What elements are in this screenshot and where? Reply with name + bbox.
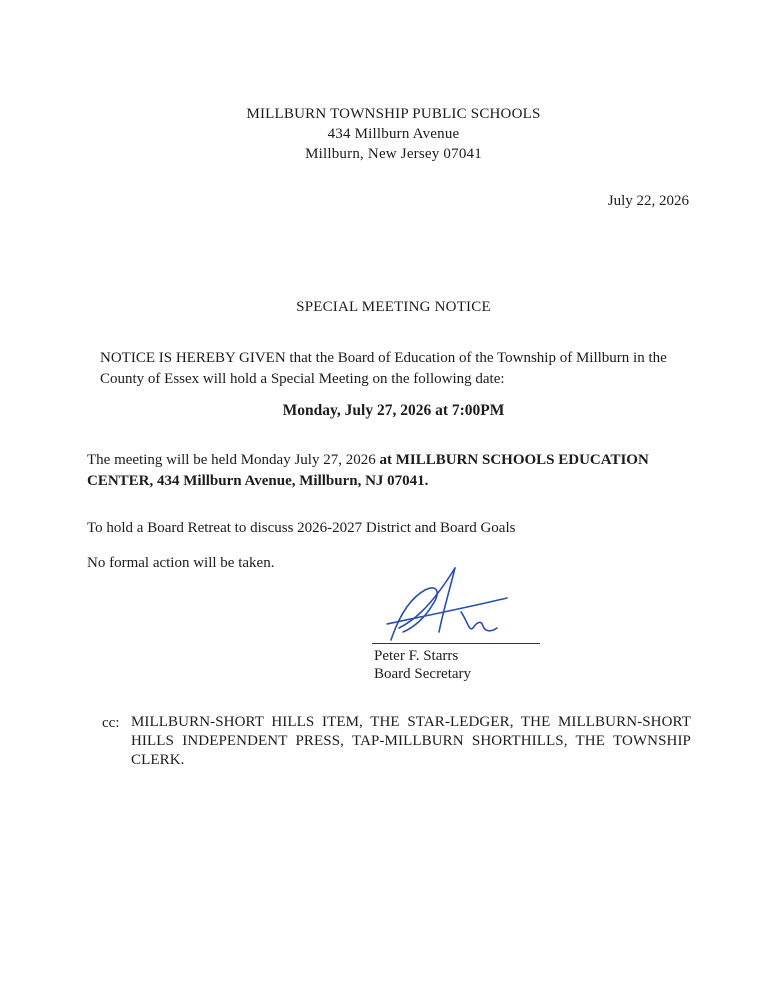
organization-city: Millburn, New Jersey 07041: [305, 146, 482, 162]
notice-paragraph: NOTICE IS HEREBY GIVEN that the Board of Education of the Township of Millburn in the County of Essex will hold a Special Meeting on the following date:: [100, 350, 667, 387]
cc-label: cc:: [102, 715, 120, 731]
organization-name: MILLBURN TOWNSHIP PUBLIC SCHOOLS: [246, 106, 541, 122]
location-place: at MILLBURN SCHOOLS EDUCATION CENTER, 434 Millburn Avenue, Millburn, NJ 07041.: [87, 452, 649, 489]
location-paragraph: [87, 450, 697, 492]
signature-stroke: [391, 588, 437, 640]
cc-recipients: MILLBURN-SHORT HILLS ITEM, THE STAR-LEDGER, THE MILLBURN-SHORT HILLS INDEPENDENT PRESS, TAP-MILLBURN SHORTHILLS, THE TOWNSHIP CLERK.: [131, 714, 691, 768]
signature-stroke: [461, 612, 497, 631]
signer-title: Board Secretary: [374, 666, 472, 682]
no-action-text: No formal action will be taken.: [87, 555, 275, 571]
letterhead: [0, 104, 773, 164]
organization-street: 434 Millburn Avenue: [327, 126, 460, 142]
location-intro: The meeting will be held Monday July 27, 2026: [87, 452, 380, 468]
purpose-text: To hold a Board Retreat to discuss 2026-2027 District and Board Goals: [87, 520, 516, 536]
meeting-datetime: Monday, July 27, 2026 at 7:00PM: [282, 402, 505, 419]
signature-line: [372, 643, 540, 644]
signer-name: Peter F. Starrs: [374, 648, 459, 664]
letter-date: July 22, 2026: [607, 193, 689, 209]
handwritten-signature: [385, 562, 515, 646]
signature-stroke: [439, 568, 455, 632]
notice-title: SPECIAL MEETING NOTICE: [296, 299, 491, 315]
